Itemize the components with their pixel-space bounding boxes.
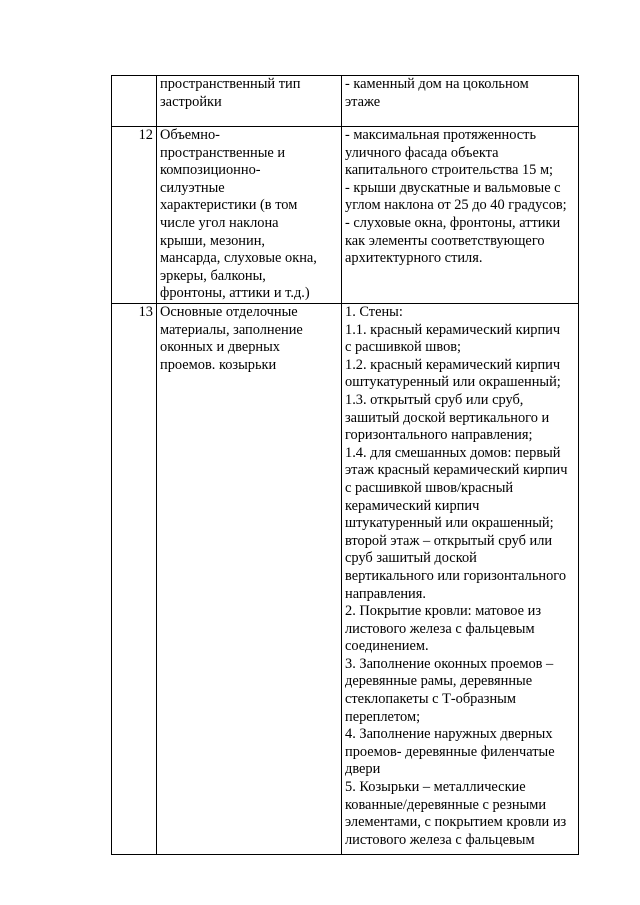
text-line: этаже [345, 93, 381, 110]
regulations-table [111, 75, 579, 855]
text-line: 1.1. красный керамический кирпич [345, 321, 561, 338]
text-line: углом наклона от 25 до 40 градусов; [345, 197, 567, 214]
text-line: оконных и дверных [160, 339, 280, 356]
text-line: листового железа с фальцевым [345, 620, 535, 637]
text-line: этаж красный керамический кирпич [345, 462, 568, 479]
text-line: характеристики (в том [160, 197, 298, 214]
text-line: - максимальная протяженность [345, 127, 537, 143]
text-line: застройки [160, 93, 222, 110]
text-line: двери [345, 761, 381, 778]
row-number [112, 76, 157, 127]
text-line: 1.4. для смешанных домов: первый [345, 444, 561, 461]
table-row [112, 304, 579, 855]
table-row [112, 76, 579, 127]
text-line: деревянные рамы, деревянные [345, 673, 533, 690]
text-line: 1.2. красный керамический кирпич [345, 356, 561, 373]
text-line: уличного фасада объекта [345, 144, 499, 161]
text-line: крыши, мезонин, [160, 232, 265, 249]
text-line: 1. Стены: [345, 304, 403, 320]
text-line: вертикального или горизонтального [345, 567, 567, 584]
parameter-value [342, 127, 579, 304]
text-line: стеклопакеты с Т-образным [345, 691, 516, 708]
parameter-name [157, 76, 342, 127]
row-number: 12 [112, 127, 157, 304]
text-line: штукатуренный или окрашенный; [345, 515, 554, 532]
text-line: Основные отделочные [160, 304, 298, 320]
text-line: мансарда, слуховые окна, [160, 250, 317, 267]
text-line: 1.3. открытый сруб или сруб, [345, 391, 524, 408]
text-line: оштукатуренный или окрашенный; [345, 374, 561, 391]
text-line: с расшивкой швов; [345, 339, 462, 356]
row-number: 13 [112, 304, 157, 855]
text-line: листового железа с фальцевым [345, 831, 535, 848]
text-line: переплетом; [345, 708, 421, 725]
text-line: - каменный дом на цокольном [345, 76, 529, 92]
text-line: - слуховые окна, фронтоны, аттики [345, 214, 561, 231]
text-line: 2. Покрытие кровли: матовое из [345, 603, 542, 620]
parameter-value [342, 304, 579, 855]
text-line: Объемно- [160, 127, 220, 143]
text-line: числе угол наклона [160, 214, 279, 231]
text-line: как элементы соответствующего [345, 232, 545, 249]
table-row [112, 127, 579, 304]
text-line: элементами, с покрытием кровли из [345, 814, 567, 831]
text-line: направления. [345, 585, 426, 602]
text-line: 5. Козырьки – металлические [345, 779, 526, 796]
text-line: материалы, заполнение [160, 321, 303, 338]
text-line: керамический кирпич [345, 497, 480, 514]
text-line: эркеры, балконы, [160, 267, 266, 284]
text-line: силуэтные [160, 179, 225, 196]
text-line: фронтоны, аттики и т.д.) [160, 285, 310, 302]
text-line: композиционно- [160, 162, 261, 179]
text-line: пространственный тип [160, 76, 301, 92]
text-line: архитектурного стиля. [345, 250, 483, 267]
parameter-value [342, 76, 579, 127]
text-line: горизонтального направления; [345, 427, 533, 444]
text-line: соединением. [345, 638, 429, 655]
text-line: кованные/деревянные с резными [345, 796, 547, 813]
text-line: 3. Заполнение оконных проемов – [345, 655, 554, 672]
text-line: - крыши двускатные и вальмовые с [345, 179, 561, 196]
text-line: проемов- деревянные филенчатые [345, 743, 555, 760]
text-line: проемов. козырьки [160, 356, 277, 373]
text-line: второй этаж – открытый сруб или [345, 532, 553, 549]
text-line: пространственные и [160, 144, 286, 161]
text-line: 4. Заполнение наружных дверных [345, 726, 553, 743]
text-line: капитального строительства 15 м; [345, 162, 554, 179]
text-line: зашитый доской вертикального и [345, 409, 550, 426]
parameter-name [157, 304, 342, 855]
text-line: сруб зашитый доской [345, 550, 477, 567]
text-line: с расшивкой швов/красный [345, 479, 514, 496]
parameter-name [157, 127, 342, 304]
